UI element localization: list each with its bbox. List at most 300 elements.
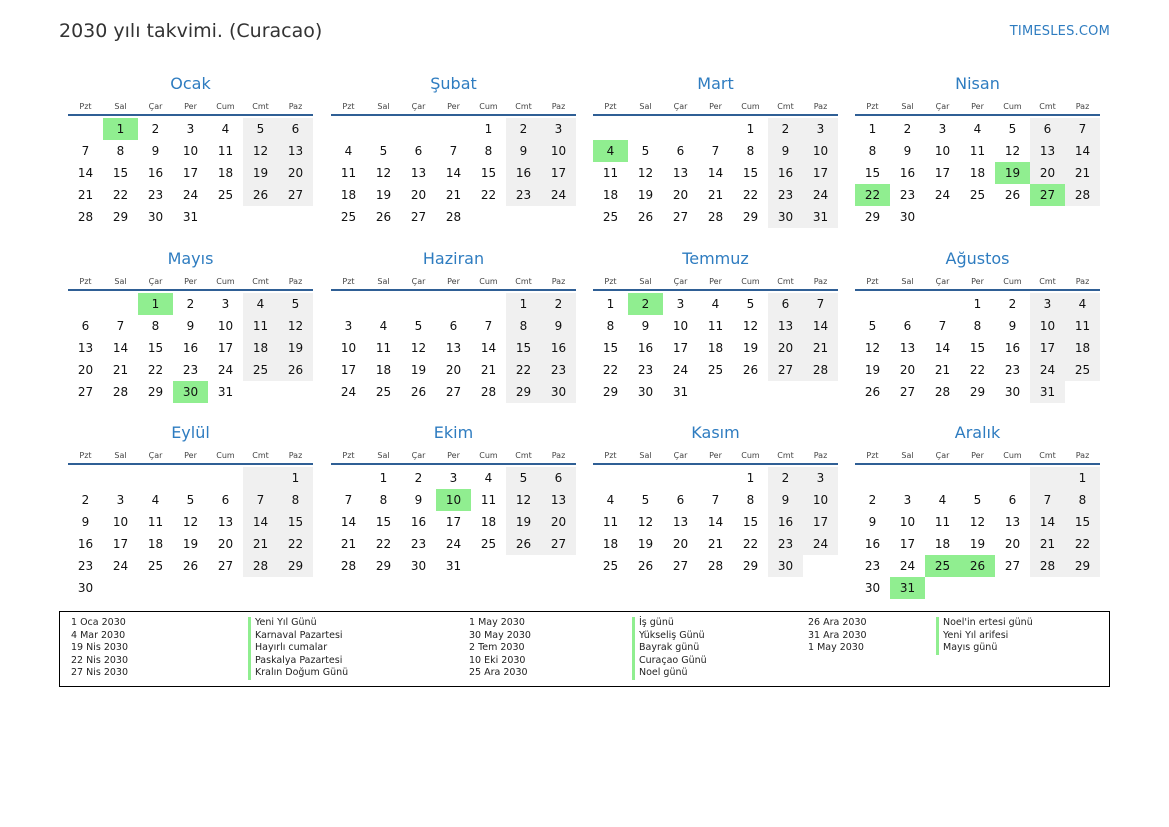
day-cell: 5 bbox=[278, 293, 313, 315]
weekday-header bbox=[331, 444, 576, 465]
day-cell: 16 bbox=[864, 537, 881, 551]
holiday-date: 2 Tem 2030 bbox=[469, 642, 525, 653]
day-cell: 8 bbox=[746, 493, 755, 507]
weekday-label: Çar bbox=[148, 451, 163, 460]
empty-cell bbox=[995, 467, 1030, 489]
day-cell: 6 bbox=[541, 467, 576, 489]
day-cell: 26 bbox=[742, 363, 759, 377]
empty-cell bbox=[103, 293, 138, 315]
day-grid bbox=[593, 293, 838, 403]
day-cell: 13 bbox=[1030, 140, 1065, 162]
weekday-label: Paz bbox=[288, 102, 303, 111]
day-cell: 24 bbox=[217, 363, 234, 377]
day-cell: 30 bbox=[541, 381, 576, 403]
day-cell: 8 bbox=[606, 319, 615, 333]
day-cell: 20 bbox=[217, 537, 234, 551]
legend-names-3 bbox=[936, 617, 1033, 655]
empty-cell bbox=[506, 206, 541, 228]
day-cell: 21 bbox=[803, 337, 838, 359]
day-cell: 15 bbox=[506, 337, 541, 359]
weekday-label: Cmt bbox=[777, 451, 794, 460]
day-cell: 26 bbox=[637, 559, 654, 573]
day-cell: 1 bbox=[506, 293, 541, 315]
weekday-label: Çar bbox=[935, 277, 950, 286]
holiday-date: 1 May 2030 bbox=[469, 617, 525, 628]
holiday-date: 10 Eki 2030 bbox=[469, 654, 526, 666]
day-cell: 3 bbox=[803, 118, 838, 140]
day-cell: 5 bbox=[414, 319, 423, 333]
weekday-label: Sal bbox=[377, 102, 390, 111]
empty-cell bbox=[331, 118, 366, 140]
day-grid bbox=[68, 118, 313, 228]
day-cell: 22 bbox=[278, 533, 313, 555]
weekday-label: Cum bbox=[1003, 277, 1022, 286]
holiday-name: Noel'in ertesi günü bbox=[936, 617, 1033, 630]
day-cell: 15 bbox=[278, 511, 313, 533]
day-cell: 27 bbox=[672, 559, 689, 573]
day-cell: 24 bbox=[445, 537, 462, 551]
weekday-label: Pzt bbox=[866, 277, 879, 286]
day-cell: 24 bbox=[803, 184, 838, 206]
day-cell: 29 bbox=[602, 385, 619, 399]
day-cell: 7 bbox=[344, 493, 353, 507]
weekday-label: Pzt bbox=[604, 277, 617, 286]
weekday-label: Cmt bbox=[252, 451, 269, 460]
empty-cell bbox=[541, 206, 576, 228]
day-cell: 7 bbox=[243, 489, 278, 511]
day-cell: 16 bbox=[147, 166, 164, 180]
day-cell: 26 bbox=[410, 385, 427, 399]
day-cell: 2 bbox=[868, 493, 877, 507]
day-cell: 21 bbox=[1065, 162, 1100, 184]
day-grid bbox=[331, 293, 576, 403]
day-cell: 20 bbox=[1004, 537, 1021, 551]
day-cell: 26 bbox=[506, 533, 541, 555]
weekday-label: Cum bbox=[741, 451, 760, 460]
day-cell: 30 bbox=[173, 381, 208, 403]
day-cell: 12 bbox=[1004, 144, 1021, 158]
day-cell: 1 bbox=[1065, 467, 1100, 489]
day-cell: 20 bbox=[672, 188, 689, 202]
weekday-label: Sal bbox=[639, 102, 652, 111]
empty-cell bbox=[366, 293, 401, 315]
day-cell: 16 bbox=[182, 341, 199, 355]
empty-cell bbox=[243, 467, 278, 489]
day-cell: 15 bbox=[742, 166, 759, 180]
day-cell: 2 bbox=[628, 293, 663, 315]
weekday-label: Paz bbox=[551, 102, 566, 111]
weekday-label: Çar bbox=[673, 451, 688, 460]
day-cell: 22 bbox=[855, 184, 890, 206]
day-cell: 19 bbox=[278, 337, 313, 359]
empty-cell bbox=[698, 381, 733, 403]
empty-cell bbox=[103, 467, 138, 489]
day-cell: 14 bbox=[480, 341, 497, 355]
day-cell: 9 bbox=[151, 144, 160, 158]
day-cell: 27 bbox=[77, 385, 94, 399]
day-cell: 5 bbox=[641, 493, 650, 507]
day-cell: 13 bbox=[410, 166, 427, 180]
day-cell: 28 bbox=[77, 210, 94, 224]
weekday-label: Per bbox=[971, 102, 984, 111]
day-cell: 18 bbox=[340, 188, 357, 202]
day-cell: 12 bbox=[864, 341, 881, 355]
day-cell: 17 bbox=[803, 162, 838, 184]
day-cell: 9 bbox=[903, 144, 912, 158]
day-cell: 24 bbox=[803, 533, 838, 555]
day-cell: 17 bbox=[934, 166, 951, 180]
day-cell: 12 bbox=[637, 166, 654, 180]
weekday-label: Per bbox=[184, 102, 197, 111]
legend-names-2 bbox=[632, 617, 707, 680]
empty-cell bbox=[663, 118, 698, 140]
day-cell: 13 bbox=[217, 515, 234, 529]
legend-names-1 bbox=[248, 617, 348, 680]
day-cell: 13 bbox=[1004, 515, 1021, 529]
empty-cell bbox=[890, 293, 925, 315]
day-cell: 4 bbox=[711, 297, 720, 311]
day-cell: 3 bbox=[676, 297, 685, 311]
day-cell: 17 bbox=[899, 537, 916, 551]
day-cell: 11 bbox=[340, 166, 357, 180]
month-calendar bbox=[331, 248, 576, 403]
empty-cell bbox=[208, 206, 243, 228]
empty-cell bbox=[68, 467, 103, 489]
day-cell: 13 bbox=[445, 341, 462, 355]
day-cell: 22 bbox=[742, 188, 759, 202]
holiday-name: Mayıs günü bbox=[936, 642, 1033, 655]
day-cell: 14 bbox=[707, 166, 724, 180]
month-calendar bbox=[593, 73, 838, 228]
day-cell: 18 bbox=[243, 337, 278, 359]
day-cell: 28 bbox=[707, 210, 724, 224]
empty-cell bbox=[471, 293, 506, 315]
day-cell: 25 bbox=[1065, 359, 1100, 381]
day-cell: 21 bbox=[934, 363, 951, 377]
day-cell: 23 bbox=[637, 363, 654, 377]
day-cell: 27 bbox=[768, 359, 803, 381]
weekday-label: Paz bbox=[551, 277, 566, 286]
day-cell: 16 bbox=[637, 341, 654, 355]
weekday-header bbox=[593, 270, 838, 291]
month-calendar bbox=[68, 248, 313, 403]
weekday-label: Sal bbox=[377, 277, 390, 286]
weekday-label: Cmt bbox=[1039, 102, 1056, 111]
day-cell: 8 bbox=[973, 319, 982, 333]
day-cell: 5 bbox=[379, 144, 388, 158]
empty-cell bbox=[698, 467, 733, 489]
weekday-label: Sal bbox=[639, 277, 652, 286]
site-link[interactable]: TIMESLES.COM bbox=[1009, 24, 1110, 39]
day-cell: 15 bbox=[864, 166, 881, 180]
day-cell: 9 bbox=[641, 319, 650, 333]
month-calendar bbox=[855, 73, 1100, 228]
day-cell: 8 bbox=[116, 144, 125, 158]
month-name: Kasım bbox=[691, 423, 740, 442]
day-cell: 29 bbox=[278, 555, 313, 577]
day-cell: 9 bbox=[81, 515, 90, 529]
day-cell: 18 bbox=[147, 537, 164, 551]
day-cell: 20 bbox=[77, 363, 94, 377]
weekday-label: Sal bbox=[114, 102, 127, 111]
weekday-label: Pzt bbox=[866, 102, 879, 111]
day-grid bbox=[593, 118, 838, 228]
day-cell: 8 bbox=[868, 144, 877, 158]
day-cell: 1 bbox=[868, 122, 877, 136]
day-cell: 7 bbox=[1065, 118, 1100, 140]
weekday-label: Pzt bbox=[79, 451, 92, 460]
weekday-label: Cmt bbox=[1039, 277, 1056, 286]
day-cell: 12 bbox=[506, 489, 541, 511]
weekday-header bbox=[855, 95, 1100, 116]
day-cell: 16 bbox=[77, 537, 94, 551]
day-cell: 1 bbox=[278, 467, 313, 489]
day-cell: 25 bbox=[375, 385, 392, 399]
day-cell: 18 bbox=[934, 537, 951, 551]
empty-cell bbox=[436, 118, 471, 140]
day-cell: 18 bbox=[480, 515, 497, 529]
weekday-header bbox=[855, 444, 1100, 465]
holiday-name: Yükseliş Günü bbox=[632, 630, 707, 643]
day-cell: 22 bbox=[480, 188, 497, 202]
day-cell: 29 bbox=[1065, 555, 1100, 577]
weekday-label: Sal bbox=[114, 277, 127, 286]
day-cell: 26 bbox=[375, 210, 392, 224]
weekday-label: Paz bbox=[288, 451, 303, 460]
weekday-label: Sal bbox=[114, 451, 127, 460]
month-name: Haziran bbox=[422, 249, 485, 268]
day-cell: 4 bbox=[379, 319, 388, 333]
month-calendar bbox=[331, 73, 576, 228]
empty-cell bbox=[243, 206, 278, 228]
weekday-label: Cum bbox=[216, 102, 235, 111]
empty-cell bbox=[995, 206, 1030, 228]
day-cell: 14 bbox=[1065, 140, 1100, 162]
weekday-label: Per bbox=[709, 102, 722, 111]
weekday-label: Per bbox=[709, 277, 722, 286]
day-cell: 5 bbox=[506, 467, 541, 489]
day-cell: 16 bbox=[899, 166, 916, 180]
day-cell: 14 bbox=[1030, 511, 1065, 533]
empty-cell bbox=[733, 381, 768, 403]
empty-cell bbox=[1065, 206, 1100, 228]
weekday-label: Paz bbox=[551, 451, 566, 460]
weekday-label: Cum bbox=[741, 102, 760, 111]
day-cell: 26 bbox=[637, 210, 654, 224]
empty-cell bbox=[366, 118, 401, 140]
day-cell: 14 bbox=[934, 341, 951, 355]
weekday-label: Çar bbox=[673, 102, 688, 111]
weekday-label: Per bbox=[971, 451, 984, 460]
weekday-label: Sal bbox=[377, 451, 390, 460]
empty-cell bbox=[628, 467, 663, 489]
empty-cell bbox=[173, 467, 208, 489]
day-cell: 25 bbox=[147, 559, 164, 573]
month-name: Temmuz bbox=[682, 249, 749, 268]
day-cell: 27 bbox=[1030, 184, 1065, 206]
day-cell: 12 bbox=[410, 341, 427, 355]
day-cell: 6 bbox=[81, 319, 90, 333]
day-cell: 8 bbox=[379, 493, 388, 507]
weekday-label: Çar bbox=[148, 102, 163, 111]
day-cell: 7 bbox=[711, 493, 720, 507]
day-cell: 3 bbox=[803, 467, 838, 489]
empty-cell bbox=[331, 293, 366, 315]
empty-cell bbox=[1065, 577, 1100, 599]
month-calendar bbox=[593, 422, 838, 577]
day-cell: 29 bbox=[742, 210, 759, 224]
weekday-label: Per bbox=[447, 451, 460, 460]
empty-cell bbox=[331, 467, 366, 489]
day-cell: 13 bbox=[77, 341, 94, 355]
month-name: Eylül bbox=[171, 423, 210, 442]
holiday-date: 22 Nis 2030 bbox=[71, 654, 128, 666]
weekday-header bbox=[593, 95, 838, 116]
holiday-date: 1 Oca 2030 bbox=[71, 617, 126, 628]
empty-cell bbox=[506, 555, 541, 577]
day-cell: 12 bbox=[243, 140, 278, 162]
day-cell: 2 bbox=[414, 471, 423, 485]
empty-cell bbox=[243, 577, 278, 599]
day-cell: 21 bbox=[707, 537, 724, 551]
day-cell: 2 bbox=[1008, 297, 1017, 311]
day-cell: 11 bbox=[217, 144, 234, 158]
weekday-label: Pzt bbox=[604, 102, 617, 111]
day-cell: 5 bbox=[746, 297, 755, 311]
day-cell: 8 bbox=[151, 319, 160, 333]
day-cell: 2 bbox=[768, 118, 803, 140]
holiday-date: 1 May 2030 bbox=[808, 642, 864, 653]
day-cell: 28 bbox=[112, 385, 129, 399]
day-cell: 31 bbox=[1030, 381, 1065, 403]
day-cell: 19 bbox=[182, 537, 199, 551]
day-cell: 10 bbox=[934, 144, 951, 158]
day-cell: 3 bbox=[221, 297, 230, 311]
weekday-header bbox=[68, 270, 313, 291]
empty-cell bbox=[471, 206, 506, 228]
day-cell: 30 bbox=[899, 210, 916, 224]
day-cell: 28 bbox=[480, 385, 497, 399]
day-grid bbox=[593, 467, 838, 577]
day-cell: 17 bbox=[803, 511, 838, 533]
day-cell: 27 bbox=[1004, 559, 1021, 573]
month-calendar bbox=[68, 422, 313, 599]
day-cell: 26 bbox=[182, 559, 199, 573]
day-cell: 21 bbox=[445, 188, 462, 202]
day-cell: 27 bbox=[672, 210, 689, 224]
empty-cell bbox=[628, 118, 663, 140]
day-cell: 16 bbox=[410, 515, 427, 529]
day-cell: 5 bbox=[186, 493, 195, 507]
day-cell: 9 bbox=[541, 315, 576, 337]
day-cell: 14 bbox=[707, 515, 724, 529]
day-cell: 30 bbox=[1004, 385, 1021, 399]
day-cell: 9 bbox=[414, 493, 423, 507]
day-cell: 24 bbox=[541, 184, 576, 206]
weekday-label: Çar bbox=[935, 102, 950, 111]
day-cell: 1 bbox=[379, 471, 388, 485]
day-cell: 4 bbox=[344, 144, 353, 158]
weekday-label: Pzt bbox=[604, 451, 617, 460]
empty-cell bbox=[593, 467, 628, 489]
day-cell: 20 bbox=[445, 363, 462, 377]
day-cell: 17 bbox=[112, 537, 129, 551]
day-cell: 15 bbox=[969, 341, 986, 355]
day-cell: 31 bbox=[672, 385, 689, 399]
day-cell: 11 bbox=[602, 515, 619, 529]
day-cell: 24 bbox=[112, 559, 129, 573]
day-cell: 18 bbox=[602, 537, 619, 551]
day-cell: 17 bbox=[182, 166, 199, 180]
day-cell: 13 bbox=[278, 140, 313, 162]
weekday-label: Cmt bbox=[515, 451, 532, 460]
day-cell: 21 bbox=[707, 188, 724, 202]
day-cell: 21 bbox=[243, 533, 278, 555]
empty-cell bbox=[68, 293, 103, 315]
day-cell: 2 bbox=[81, 493, 90, 507]
empty-cell bbox=[960, 577, 995, 599]
day-cell: 6 bbox=[414, 144, 423, 158]
day-cell: 23 bbox=[506, 184, 541, 206]
day-cell: 14 bbox=[445, 166, 462, 180]
day-cell: 15 bbox=[147, 341, 164, 355]
day-cell: 25 bbox=[602, 210, 619, 224]
weekday-label: Per bbox=[184, 277, 197, 286]
holiday-name: Karnaval Pazartesi bbox=[248, 630, 348, 643]
day-cell: 7 bbox=[1030, 489, 1065, 511]
day-cell: 25 bbox=[480, 537, 497, 551]
empty-cell bbox=[663, 467, 698, 489]
day-cell: 2 bbox=[506, 118, 541, 140]
weekday-label: Cmt bbox=[515, 102, 532, 111]
day-cell: 30 bbox=[410, 559, 427, 573]
holiday-date: 26 Ara 2030 bbox=[808, 617, 867, 628]
day-cell: 8 bbox=[746, 144, 755, 158]
weekday-label: Per bbox=[709, 451, 722, 460]
empty-cell bbox=[401, 118, 436, 140]
holiday-name: Paskalya Pazartesi bbox=[248, 655, 348, 668]
day-grid bbox=[855, 467, 1100, 599]
day-cell: 17 bbox=[340, 363, 357, 377]
day-cell: 18 bbox=[707, 341, 724, 355]
day-cell: 22 bbox=[506, 359, 541, 381]
day-cell: 3 bbox=[344, 319, 353, 333]
weekday-label: Cum bbox=[216, 451, 235, 460]
day-cell: 18 bbox=[375, 363, 392, 377]
weekday-label: Per bbox=[184, 451, 197, 460]
day-cell: 10 bbox=[182, 144, 199, 158]
day-cell: 25 bbox=[217, 188, 234, 202]
weekday-label: Cmt bbox=[252, 102, 269, 111]
day-cell: 4 bbox=[938, 493, 947, 507]
day-cell: 6 bbox=[1030, 118, 1065, 140]
holiday-name: İş günü bbox=[632, 617, 707, 630]
weekday-label: Çar bbox=[673, 277, 688, 286]
weekday-label: Cum bbox=[1003, 451, 1022, 460]
holiday-name: Bayrak günü bbox=[632, 642, 707, 655]
day-cell: 10 bbox=[803, 489, 838, 511]
day-cell: 17 bbox=[672, 341, 689, 355]
weekday-label: Pzt bbox=[342, 277, 355, 286]
empty-cell bbox=[173, 577, 208, 599]
day-cell: 29 bbox=[742, 559, 759, 573]
day-cell: 3 bbox=[938, 122, 947, 136]
day-cell: 25 bbox=[243, 359, 278, 381]
day-cell: 28 bbox=[340, 559, 357, 573]
day-cell: 8 bbox=[506, 315, 541, 337]
day-cell: 28 bbox=[243, 555, 278, 577]
day-cell: 6 bbox=[676, 144, 685, 158]
